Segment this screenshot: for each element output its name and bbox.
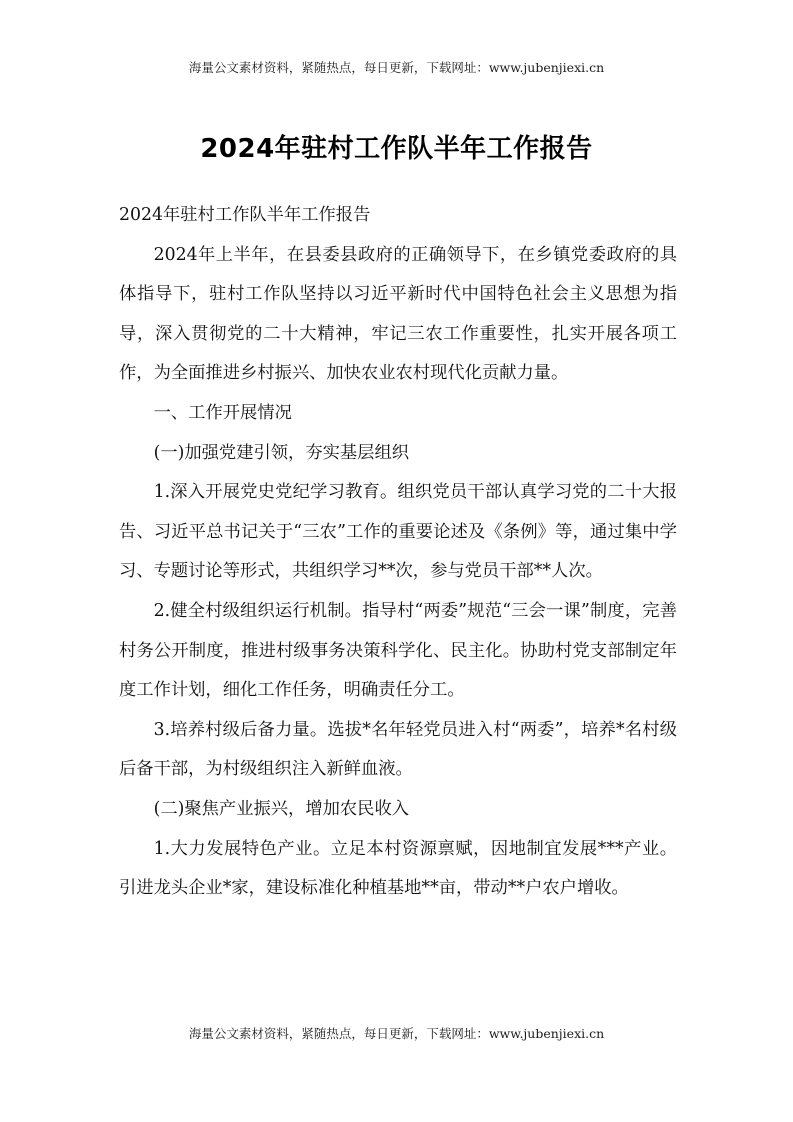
body-paragraph: 2.健全村级组织运行机制。指导村“两委”规范“三会一课”制度，完善村务公开制度，推进村级事务决策科学化、民主化。协助村党支部制定年度工作计划，细化工作任务，明确责任分工。 xyxy=(119,600,677,701)
document-title: 2024年驻村工作队半年工作报告 xyxy=(200,134,593,164)
header-download-note: 海量公文素材资料，紧随热点，每日更新，下载网址：www.jubenjiexi.cn xyxy=(188,60,605,75)
subsection-heading: (一)加强党建引领，夯实基层组织 xyxy=(153,442,410,463)
footer-download-note: 海量公文素材资料，紧随热点，每日更新，下载网址：www.jubenjiexi.cn xyxy=(188,1026,605,1041)
body-paragraph: 1.大力发展特色产业。立足本村资源禀赋，因地制宜发展***产业。引进龙头企业*家，建设标准化种植基地**亩，带动**户农户增收。 xyxy=(119,838,677,899)
intro-paragraph: 2024年上半年，在县委县政府的正确领导下，在乡镇党委政府的具体指导下，驻村工作队坚持以习近平新时代中国特色社会主义思想为指导，深入贯彻党的二十大精神，牢记三农工作重要性，扎实开展各项工作，为全面推进乡村振兴、加快农业农村现代化贡献力量。 xyxy=(119,244,677,384)
document-body xyxy=(119,196,677,909)
subsection-heading: (二)聚焦产业振兴，增加农民收入 xyxy=(153,798,410,819)
document-subtitle-line: 2024年驻村工作队半年工作报告 xyxy=(119,205,371,225)
section-heading: 一、工作开展情况 xyxy=(153,402,292,423)
body-paragraph: 3.培养村级后备力量。选拔*名年轻党员进入村“两委”，培养*名村级后备干部，为村级组织注入新鲜血液。 xyxy=(119,719,677,780)
body-paragraph: 1.深入开展党史党纪学习教育。组织党员干部认真学习党的二十大报告、习近平总书记关于“三农”工作的重要论述及《条例》等，通过集中学习、专题讨论等形式，共组织学习**次，参与党员干部**人次。 xyxy=(119,482,677,582)
